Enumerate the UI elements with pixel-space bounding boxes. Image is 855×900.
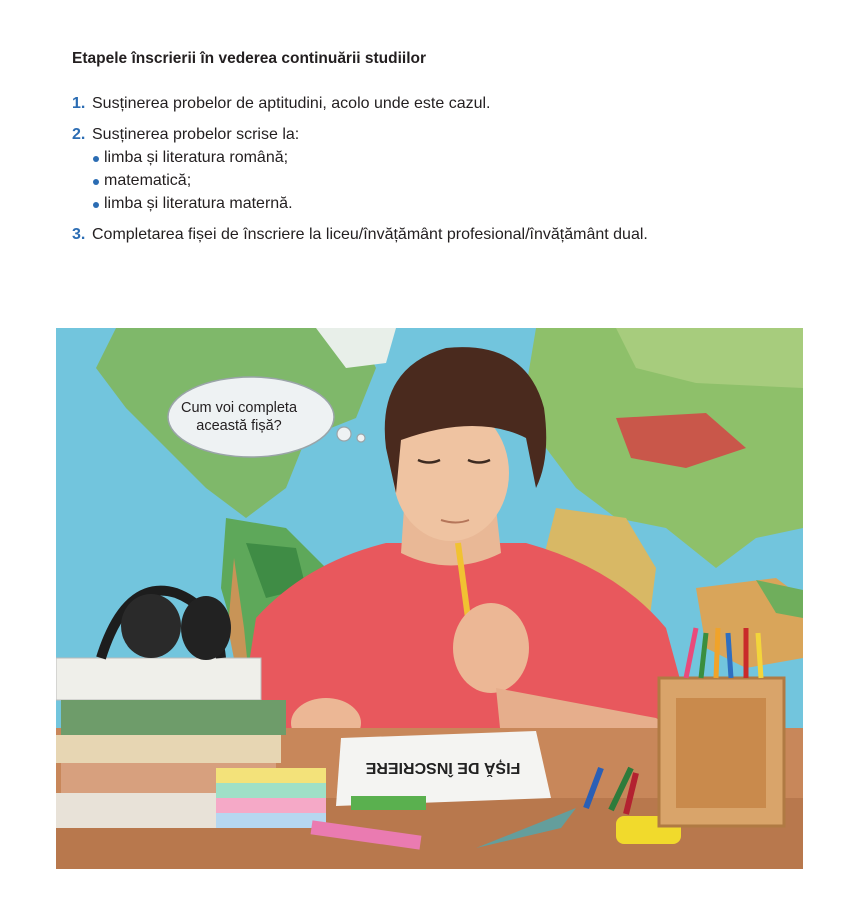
step-3 xyxy=(72,223,812,246)
step-1 xyxy=(72,92,812,115)
form-title: FIȘĂ DE ÎNSCRIERE xyxy=(365,759,521,776)
book-2 xyxy=(61,700,286,735)
step-text: Susținerea probelor scrise la: xyxy=(92,126,300,143)
bullet-icon xyxy=(93,202,99,208)
subject-list xyxy=(92,146,812,215)
speech-bubble-text: Cum voi completa această fișă? xyxy=(180,400,298,434)
book-3 xyxy=(56,735,281,763)
thought-dot-small xyxy=(357,434,365,442)
steps-list xyxy=(72,92,812,254)
colored-pencil xyxy=(758,633,761,678)
step-number: 3. xyxy=(72,226,86,243)
thought-dot-large xyxy=(337,427,351,441)
subject-item: limba și literatura română; xyxy=(92,146,812,169)
photo-illustration xyxy=(56,328,803,869)
step-number: 1. xyxy=(72,95,86,112)
subject-item: matematică; xyxy=(92,169,812,192)
boy-hand-right xyxy=(453,603,529,693)
step-number: 2. xyxy=(72,126,86,143)
marker-green xyxy=(351,796,426,810)
colored-pencil xyxy=(716,628,718,678)
colored-pencil xyxy=(728,633,731,678)
bullet-icon xyxy=(93,179,99,185)
step-text: Susținerea probelor de aptitudini, acolo unde este cazul. xyxy=(92,95,491,112)
headphone-cup-left xyxy=(121,594,181,658)
page-heading: Etapele înscrierii în vederea continuării studiilor xyxy=(72,50,427,67)
step-2 xyxy=(72,123,812,215)
student-photo xyxy=(56,328,803,869)
step-text: Completarea fișei de înscriere la liceu/învățământ profesional/învățământ dual. xyxy=(92,226,648,243)
subject-item: limba și literatura maternă. xyxy=(92,192,812,215)
headphone-cup-right xyxy=(181,596,231,660)
bullet-icon xyxy=(93,156,99,162)
book-1 xyxy=(56,658,261,700)
